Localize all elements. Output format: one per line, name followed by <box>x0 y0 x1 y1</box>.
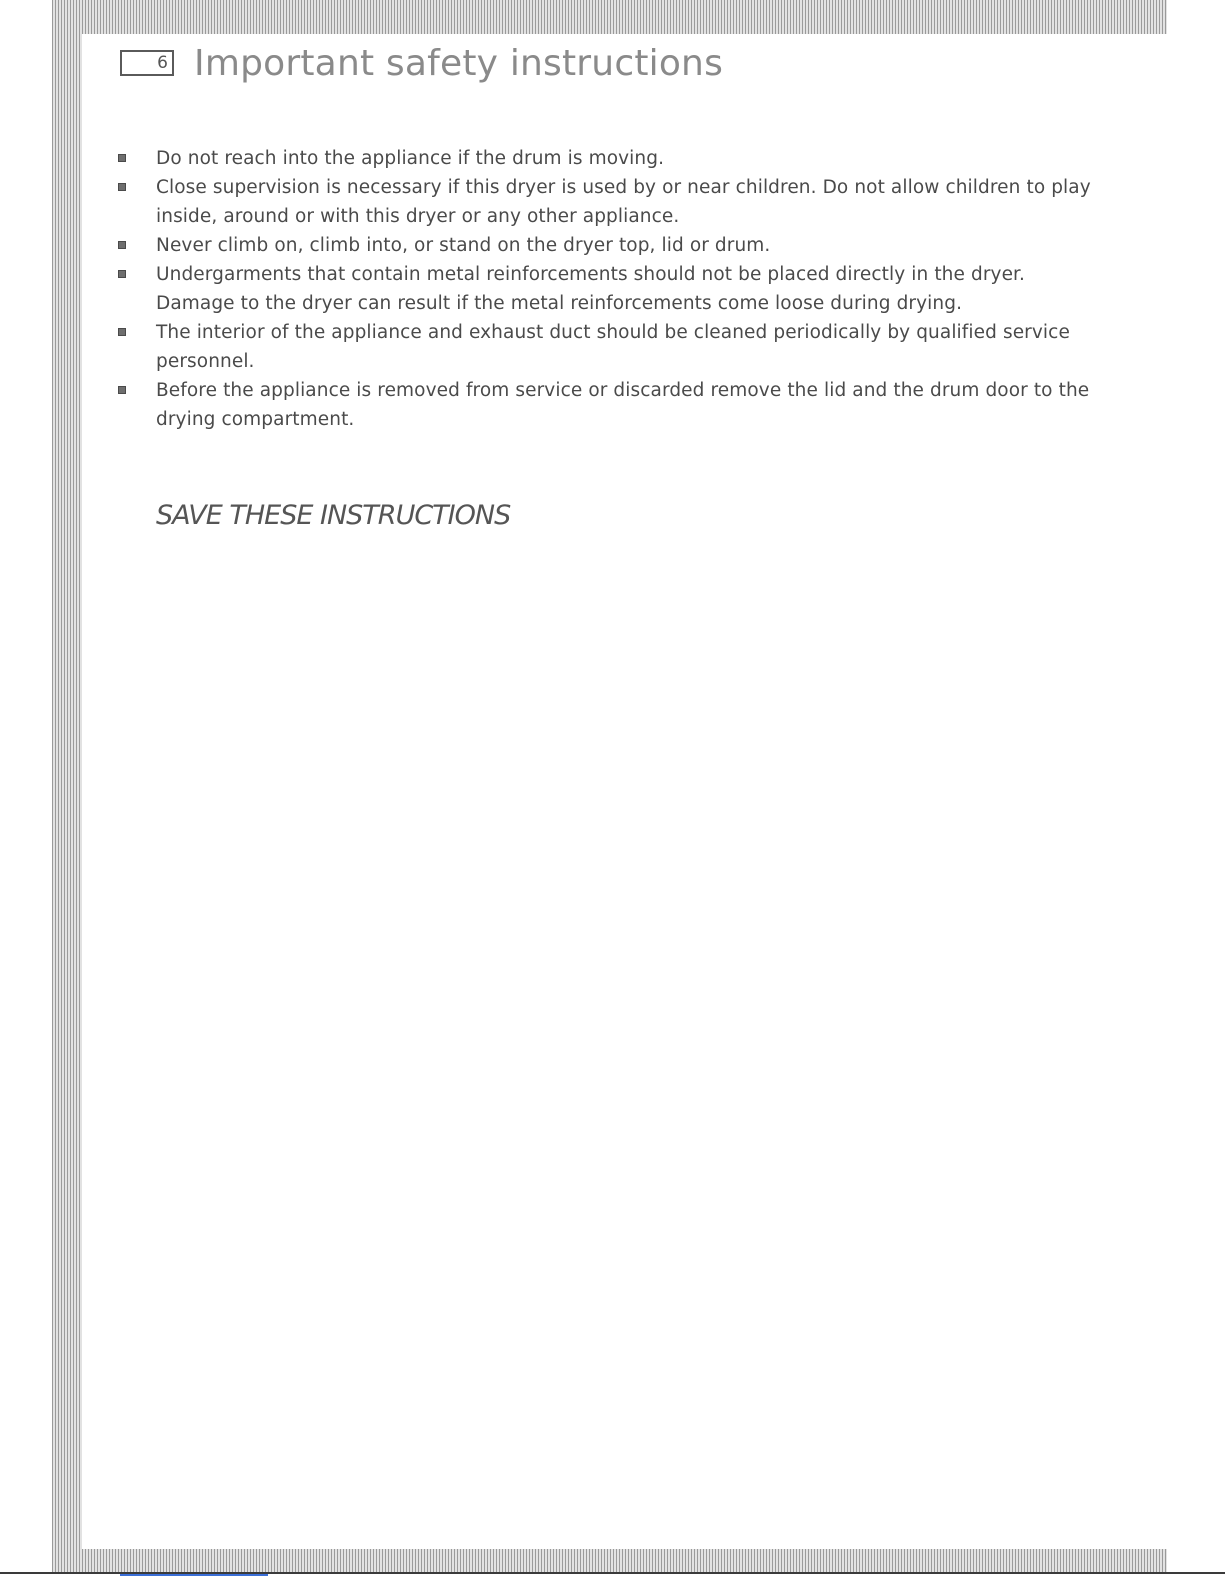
list-item <box>114 260 1104 318</box>
save-instructions-heading: SAVE THESE INSTRUCTIONS <box>156 500 511 531</box>
list-item <box>114 376 1104 434</box>
square-bullet-icon <box>118 154 126 162</box>
square-bullet-icon <box>118 328 126 336</box>
square-bullet-icon <box>118 241 126 249</box>
list-item-text: Never climb on, climb into, or stand on the dryer top, lid or drum. <box>156 235 771 256</box>
list-item <box>114 173 1104 231</box>
list-item-text: Do not reach into the appliance if the drum is moving. <box>156 148 665 169</box>
safety-instructions-list <box>114 144 1104 434</box>
page-bottom-link-rule <box>120 1574 268 1576</box>
page-border-bottom <box>52 1549 1167 1572</box>
page-number-box <box>120 50 174 76</box>
page-border-top <box>52 0 1167 34</box>
page-title: Important safety instructions <box>194 43 724 84</box>
list-item-text: Undergarments that contain metal reinforcements should not be placed directly in the dryer. Damage to the dryer can result if the metal reinforcements come loose during drying. <box>156 264 1026 314</box>
square-bullet-icon <box>118 270 126 278</box>
list-item-text: Close supervision is necessary if this dryer is used by or near children. Do not allow children to play inside, around or with this dryer or any other appliance. <box>156 177 1091 227</box>
list-item <box>114 318 1104 376</box>
list-item <box>114 144 1104 173</box>
page-border-left <box>52 0 82 1572</box>
list-item <box>114 231 1104 260</box>
page-number: 6 <box>157 53 168 73</box>
list-item-text: The interior of the appliance and exhaust duct should be cleaned periodically by qualified service personnel. <box>156 322 1070 372</box>
square-bullet-icon <box>118 386 126 394</box>
square-bullet-icon <box>118 183 126 191</box>
list-item-text: Before the appliance is removed from service or discarded remove the lid and the drum door to the drying compartment. <box>156 380 1090 430</box>
